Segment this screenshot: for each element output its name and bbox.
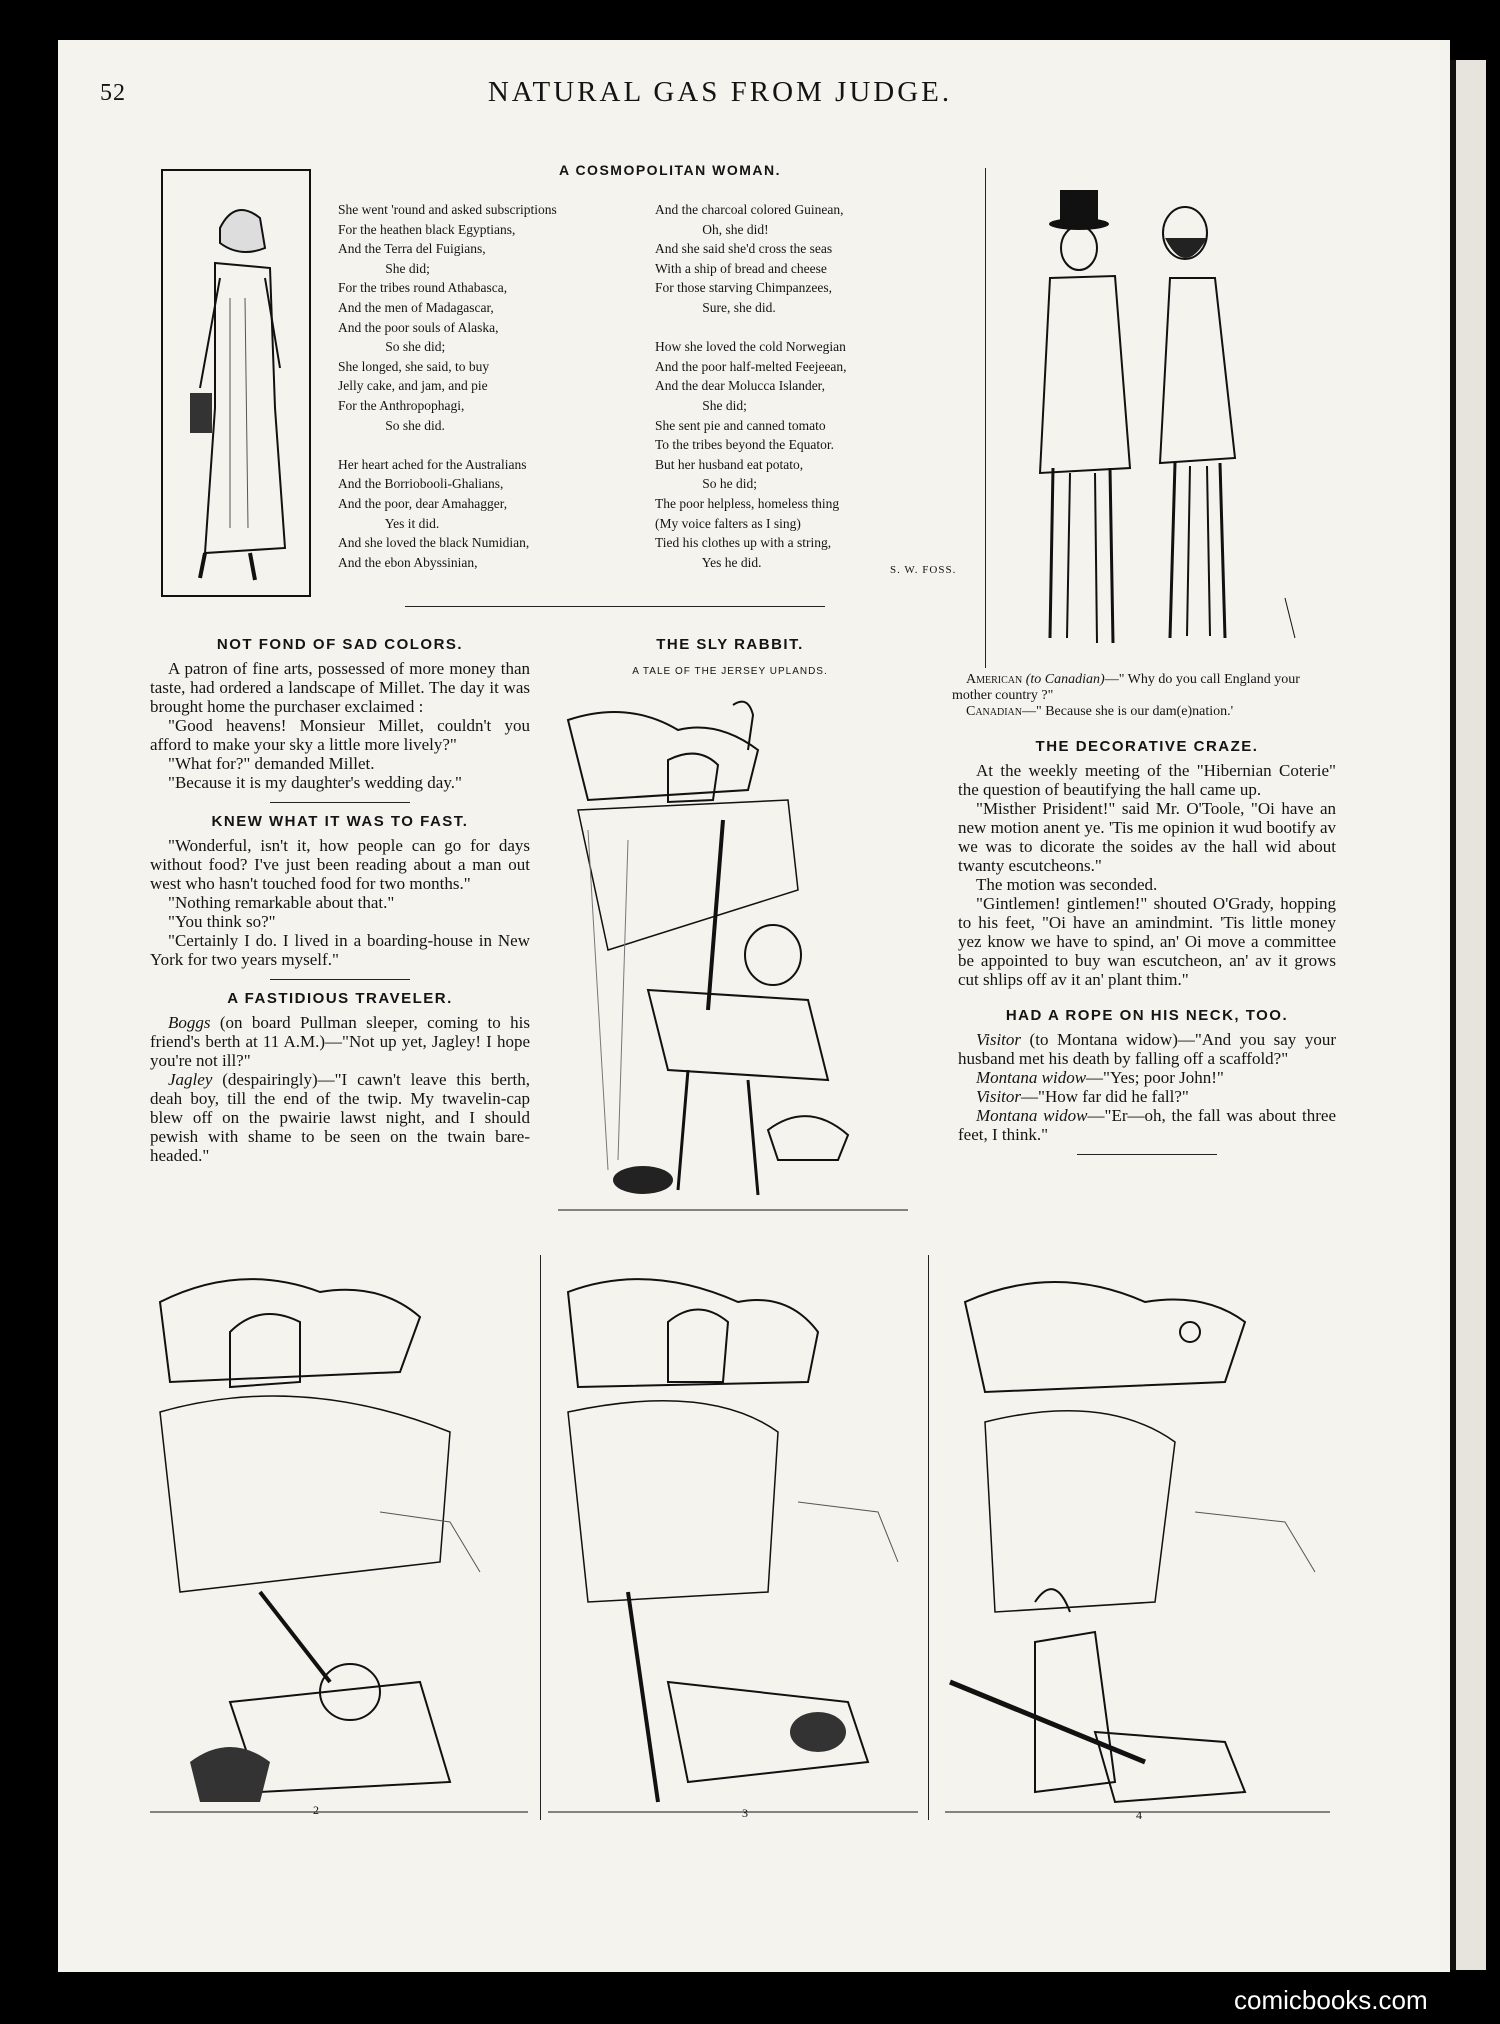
rabbit-panel-1	[548, 690, 918, 1230]
canadian-line: —" Because she is our dam(e)nation.'	[1022, 704, 1234, 719]
divider	[270, 802, 410, 803]
visitor-line: —"How far did he fall?"	[1021, 1087, 1189, 1106]
speaker-american: American	[966, 672, 1023, 687]
rabbit-panel-4	[945, 1262, 1330, 1822]
paragraph: "Because it is my daughter's wedding day."	[168, 773, 462, 792]
page-number: 52	[100, 80, 126, 106]
speaker-jagley: Jagley	[168, 1070, 213, 1089]
paragraph: At the weekly meeting of the "Hibernian Coterie" the question of beautifying the hall came up.	[958, 761, 1336, 799]
decorative-story	[958, 761, 1336, 989]
traveler-story	[150, 1013, 530, 1165]
panel-number-3: 3	[742, 1806, 748, 1820]
speaker-visitor: Visitor	[976, 1030, 1022, 1049]
paragraph: "What for?" demanded Millet.	[168, 754, 375, 773]
paragraph	[958, 1106, 1336, 1144]
column-right	[958, 738, 1336, 1165]
divider	[1077, 1154, 1217, 1155]
rabbit-panel-3	[548, 1262, 918, 1822]
poem-author: S. W. FOSS.	[890, 564, 957, 576]
panel-divider	[928, 1255, 929, 1820]
speaker-widow: Montana widow	[976, 1068, 1087, 1087]
column-divider-top	[985, 168, 986, 668]
paragraph: "Wonderful, isn't it, how people can go for days without food? I've just been reading about a man out west who hasn't touched food for two months."	[150, 836, 530, 893]
spacer	[958, 989, 1336, 1007]
paragraph: "Good heavens! Monsieur Millet, couldn't you afford to make your sky a little more lively?"	[150, 716, 530, 754]
traveler-title: A FASTIDIOUS TRAVELER.	[227, 990, 453, 1007]
paragraph: A patron of fine arts, possessed of more money than taste, had ordered a landscape of Millet. The day it was brought home the purchaser exclaimed :	[150, 659, 530, 716]
visitor-line: (to Montana widow)—"And you say your husband met his death by falling off a scaffold?"	[958, 1030, 1336, 1068]
cosmopolitan-poem-col1: She went 'round and asked subscriptions For the heathen black Egyptians, And the Terra del Fuigians, She did; For the tribes round Athabasca, And the men of Madagascar, And the poor souls of Alaska, So she did; She longed, she said, to buy Jelly cake, and jam, and pie For the Anthropophagi, So she did. Her heart ached for the Australians And the Borriobooli-Ghalians, And the poor, dear Amahagger, Yes it did. And she loved the black Numidian, And the ebon Abyssinian,	[338, 202, 557, 570]
paragraph: "Misther Prisident!" said Mr. O'Toole, "Oi have an new motion anent ye. 'Tis me opinion it wud bootify av we was to dicorate the soides av the hall wid about twanty escutcheons."	[958, 799, 1336, 875]
paragraph: "You think so?"	[168, 912, 276, 931]
rabbit-subtitle: A TALE OF THE JERSEY UPLANDS.	[632, 666, 828, 677]
american-canadian-illustration	[995, 168, 1335, 663]
cosmopolitan-title: A COSMOPOLITAN WOMAN.	[558, 162, 782, 178]
widow-line: —"Yes; poor John!"	[1086, 1068, 1224, 1087]
jagley-line: (despairingly)—"I cawn't leave this berth, deah boy, till the end of the twip. My twavelin-cap blew off on the pwairie lawst night, and I should pewish with shame to be seen on the twain bare-headed."	[150, 1070, 530, 1165]
paragraph: "Nothing remarkable about that."	[168, 893, 395, 912]
cosmopolitan-poem-col2: And the charcoal colored Guinean, Oh, she did! And she said she'd cross the seas With a ship of bread and cheese For those starving Chimpanzees, Sure, she did. How she loved the cold Norwegian And the poor half-melted Feejeean, And the dear Molucca Islander, She did; She sent pie and canned tomato To the tribes beyond the Equator. But her husband eat potato, So he did; The poor helpless, homeless thing (My voice falters as I sing) Tied his clothes up with a string, Yes he did.	[655, 202, 847, 570]
divider-poem	[405, 606, 825, 607]
running-head: NATURAL GAS FROM JUDGE.	[487, 76, 953, 108]
woman-illustration	[160, 168, 312, 598]
decorative-title: THE DECORATIVE CRAZE.	[1035, 738, 1259, 755]
divider	[270, 979, 410, 980]
paragraph	[150, 1013, 530, 1070]
column-left	[150, 636, 530, 1165]
panel-number-2: 2	[313, 1803, 319, 1817]
paragraph	[958, 1087, 1336, 1106]
fast-title: KNEW WHAT IT WAS TO FAST.	[211, 813, 469, 830]
speaker-widow: Montana widow	[976, 1106, 1088, 1125]
paragraph	[150, 1070, 530, 1165]
paragraph	[958, 1068, 1336, 1087]
paragraph: "Gintlemen! gintlemen!" shouted O'Grady, hopping to his feet, "Oi have an amindmint. 'Tis little money yez know we have to spind, an' Oi move a committee be appointed to buy wan escutcheon, an' av it grows cut shlips off av it an' plant thim."	[958, 894, 1336, 989]
rabbit-title: THE SLY RABBIT.	[656, 636, 804, 653]
sad-colors-story	[150, 659, 530, 792]
american-line: —" Why do you call England your mother country ?"	[952, 672, 1300, 703]
rope-title: HAD A ROPE ON HIS NECK, TOO.	[1005, 1007, 1289, 1024]
speaker-boggs: Boggs	[168, 1013, 211, 1032]
panel-number-4: 4	[1136, 1808, 1142, 1822]
sad-colors-title: NOT FOND OF SAD COLORS.	[216, 636, 464, 653]
american-canadian-caption	[952, 672, 1332, 720]
watermark: comicbooks.com	[1234, 1985, 1428, 2015]
rope-story	[958, 1030, 1336, 1144]
speaker-canadian: Canadian	[966, 704, 1022, 719]
panel-divider	[540, 1255, 541, 1820]
widow-line: —"Er—oh, the fall was about three feet, I think."	[958, 1106, 1336, 1144]
paragraph	[958, 1030, 1336, 1068]
speaker-visitor: Visitor	[976, 1087, 1022, 1106]
paragraph: "Certainly I do. I lived in a boarding-house in New York for two years myself."	[150, 931, 530, 969]
boggs-line: (on board Pullman sleeper, coming to his friend's berth at 11 A.M.)—"Not up yet, Jagley! I hope you're not ill?"	[150, 1013, 530, 1070]
aside-to-canadian: (to Canadian)	[1025, 672, 1105, 687]
rabbit-panel-2	[150, 1262, 528, 1822]
fast-story	[150, 836, 530, 969]
paragraph: The motion was seconded.	[976, 875, 1158, 894]
